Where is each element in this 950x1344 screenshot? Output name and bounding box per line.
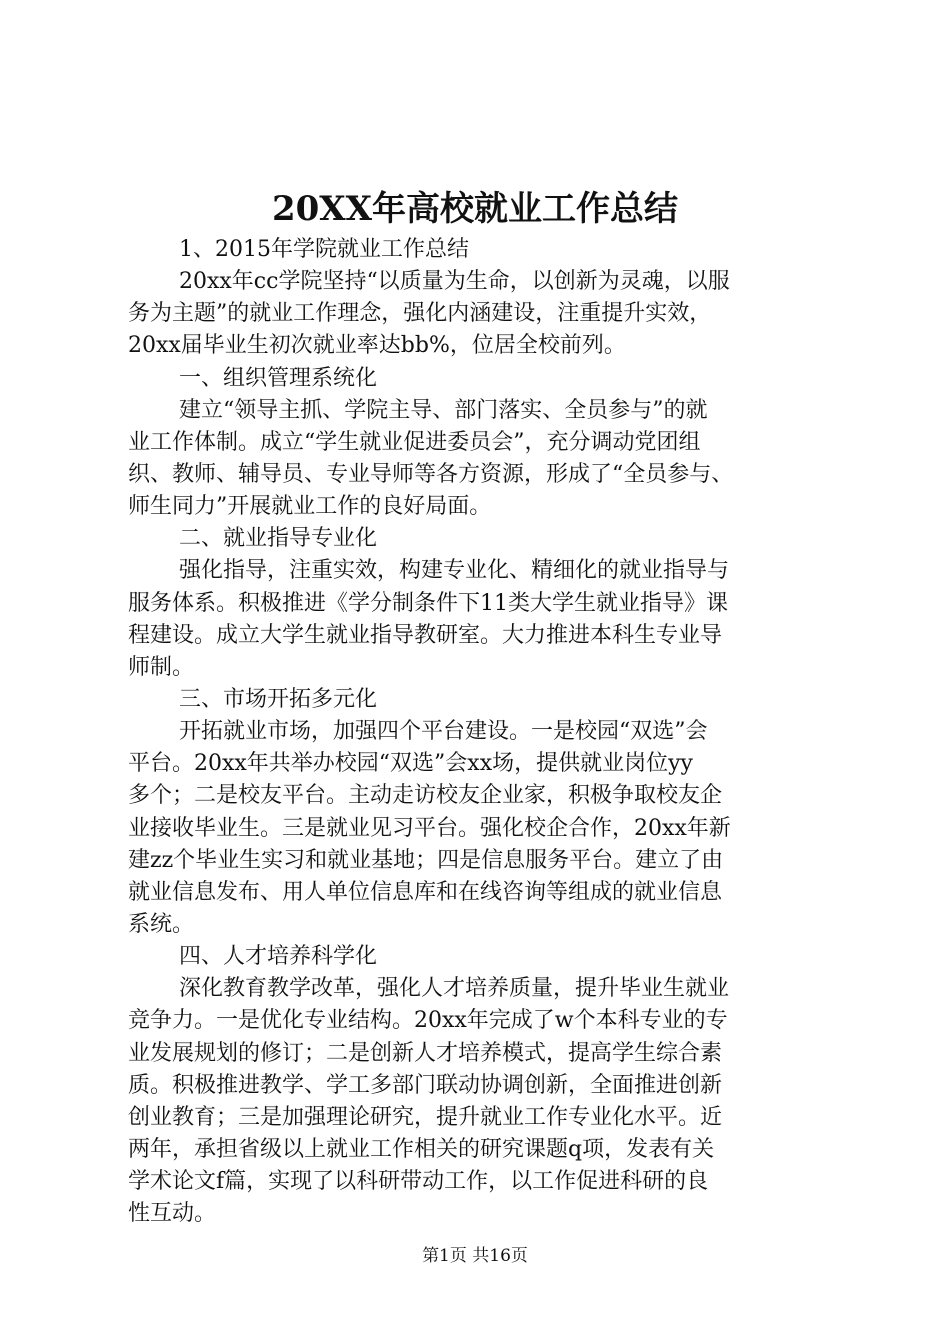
paragraph-line: 质。积极推进教学、学工多部门联动协调创新，全面推进创新 xyxy=(128,1072,723,1098)
paragraph-line: 开拓就业市场，加强四个平台建设。一是校园“双选”会 xyxy=(179,719,708,745)
paragraph-line: 强化指导，注重实效，构建专业化、精细化的就业指导与 xyxy=(179,558,730,584)
document-title: 20XX年高校就业工作总结 xyxy=(271,189,679,229)
paragraph-line: 深化教育教学改革，强化人才培养质量，提升毕业生就业 xyxy=(179,976,730,1002)
paragraph-line: 20xx年cc学院坚持“以质量为生命，以创新为灵魂，以服 xyxy=(179,269,730,295)
paragraph-line: 建zz个毕业生实习和就业基地；四是信息服务平台。建立了由 xyxy=(128,847,724,873)
paragraph-line: 就业信息发布、用人单位信息库和在线咨询等组成的就业信息 xyxy=(128,879,723,905)
paragraph-line: 学术论文f篇，实现了以科研带动工作，以工作促进科研的良 xyxy=(128,1169,709,1195)
paragraph-line: 多个；二是校友平台。主动走访校友企业家，积极争取校友企 xyxy=(128,783,723,809)
paragraph-line: 业工作体制。成立“学生就业促进委员会”，充分调动党团组 xyxy=(128,429,701,455)
section-heading: 四、人才培养科学化 xyxy=(179,944,378,970)
section-heading: 一、组织管理系统化 xyxy=(179,365,378,391)
section-heading: 1、2015年学院就业工作总结 xyxy=(179,237,469,262)
paragraph-line: 师生同力”开展就业工作的良好局面。 xyxy=(128,494,492,520)
paragraph-line: 系统。 xyxy=(128,911,195,937)
paragraph-line: 师制。 xyxy=(128,654,195,680)
paragraph-line: 业发展规划的修订；二是创新人才培养模式，提高学生综合素 xyxy=(128,1040,723,1066)
paragraph-line: 建立“领导主抓、学院主导、部门落实、全员参与”的就 xyxy=(179,397,708,423)
paragraph-line: 程建设。成立大学生就业指导教研室。大力推进本科生专业导 xyxy=(128,622,723,648)
paragraph-line: 平台。20xx年共举办校园“双选”会xx场，提供就业岗位yy xyxy=(128,751,693,777)
section-heading: 三、市场开拓多元化 xyxy=(179,686,378,712)
paragraph-line: 创业教育；三是加强理论研究，提升就业工作专业化水平。近 xyxy=(128,1104,723,1130)
paragraph-line: 性互动。 xyxy=(128,1201,217,1227)
paragraph-line: 竞争力。一是优化专业结构。20xx年完成了w个本科专业的专 xyxy=(128,1008,728,1034)
section-heading: 二、就业指导专业化 xyxy=(179,526,378,552)
page-number-footer: 第1页 共16页 xyxy=(422,1246,528,1266)
paragraph-line: 业接收毕业生。三是就业见习平台。强化校企合作，20xx年新 xyxy=(128,815,731,841)
paragraph-line: 务为主题”的就业工作理念，强化内涵建设，注重提升实效， xyxy=(128,301,712,327)
paragraph-line: 织、教师、辅导员、专业导师等各方资源，形成了“全员参与、 xyxy=(128,461,734,487)
paragraph-line: 服务体系。积极推进《学分制条件下11类大学生就业指导》课 xyxy=(128,590,728,616)
paragraph-line: 20xx届毕业生初次就业率达bb%，位居全校前列。 xyxy=(128,333,626,359)
paragraph-line: 两年，承担省级以上就业工作相关的研究课题q项，发表有关 xyxy=(128,1136,715,1162)
document-body xyxy=(128,234,824,1230)
